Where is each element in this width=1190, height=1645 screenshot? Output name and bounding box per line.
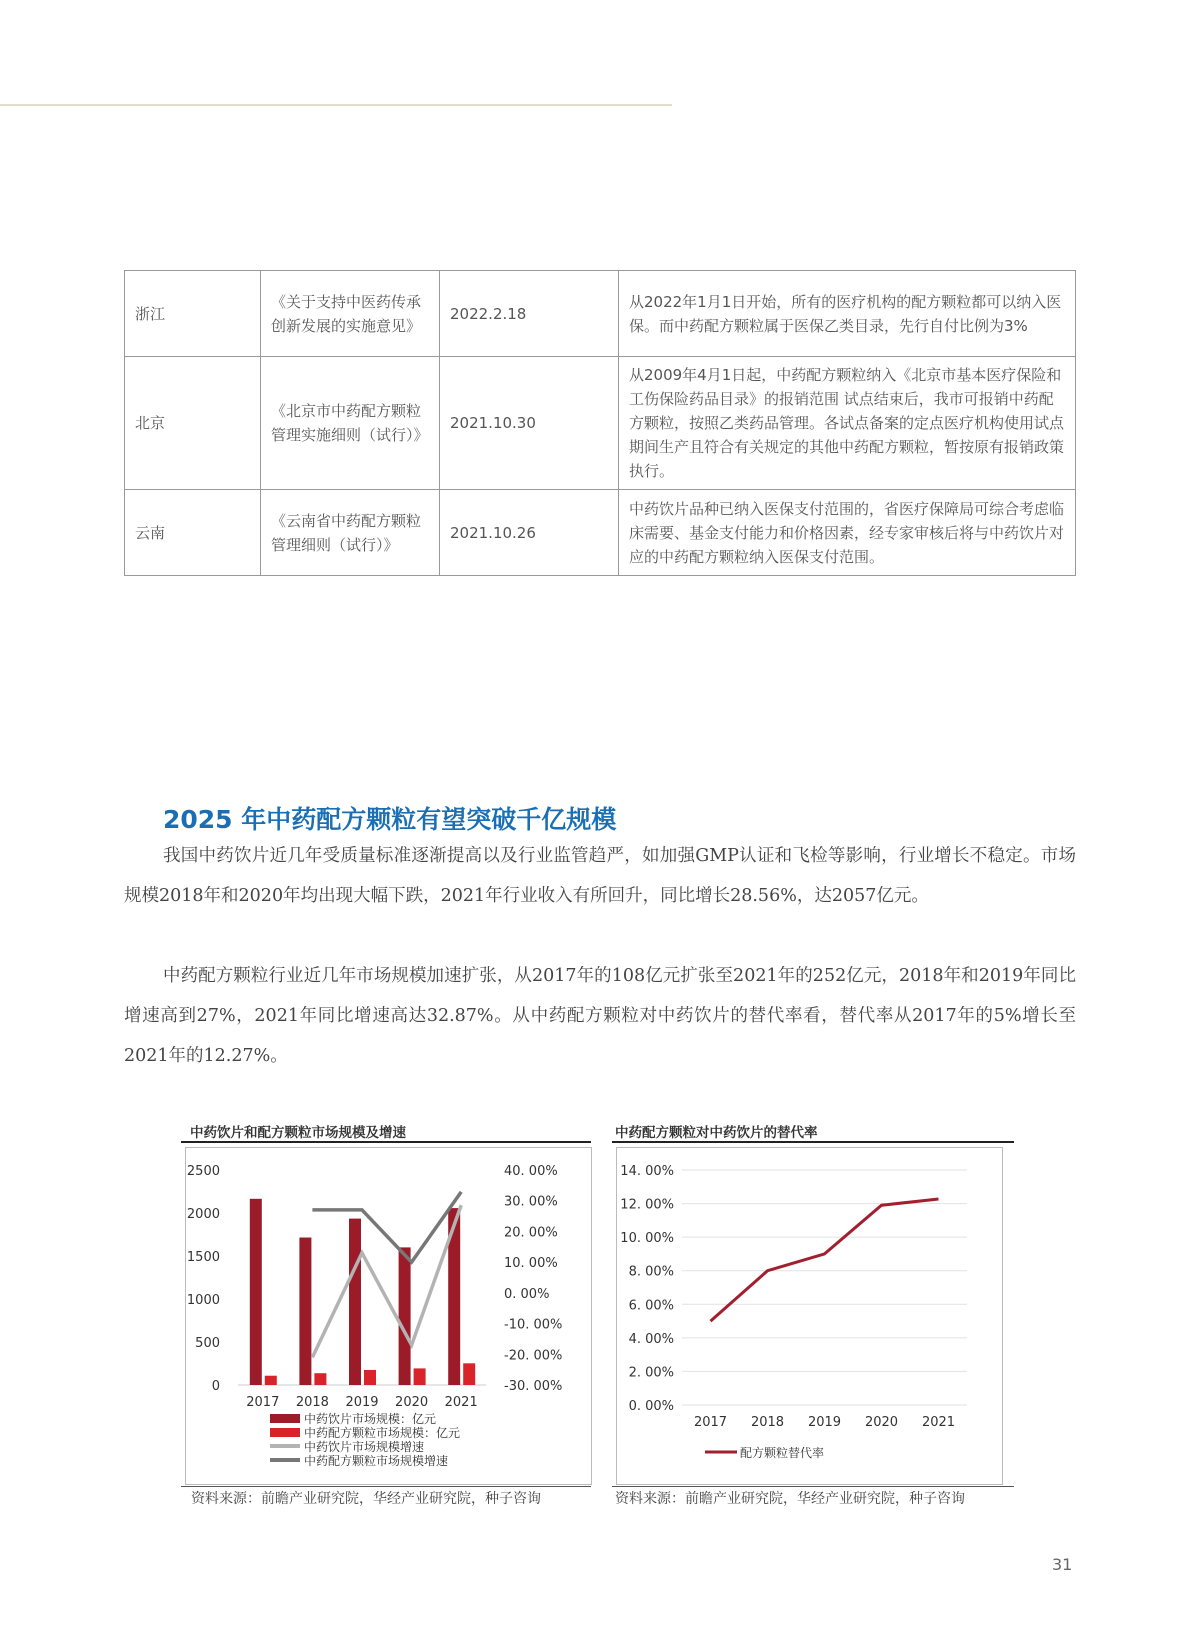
policy-table bbox=[124, 270, 1076, 576]
y-tick-label: 6. 00% bbox=[628, 1298, 674, 1314]
chart2-source: 资料来源：前瞻产业研究院，华经产业研究院，种子咨询 bbox=[615, 1491, 965, 1507]
chart1-source: 资料来源：前瞻产业研究院，华经产业研究院，种子咨询 bbox=[191, 1491, 541, 1507]
table-row bbox=[125, 271, 1076, 357]
y-left-tick-label: 1000 bbox=[186, 1293, 220, 1308]
y-tick-label: 12. 00% bbox=[620, 1197, 674, 1213]
y-left-tick-label: 2000 bbox=[186, 1207, 220, 1222]
content-cell: 中药饮片品种已纳入医保支付范围的，省医疗保障局可综合考虑临床需要、基金支付能力和价格因素，经专家审核后将与中药饮片对应的中药配方颗粒纳入医保支付范围。 bbox=[619, 490, 1076, 576]
y-tick-label: 4. 00% bbox=[628, 1331, 674, 1347]
x-tick-label: 2017 bbox=[246, 1395, 280, 1410]
paragraph-1: 我国中药饮片近几年受质量标准逐渐提高以及行业监管趋严，如加强GMP认证和飞检等影响，行业增长不稳定。市场规模2018年和2020年均出现大幅下跌，2021年行业收入有所回升，同比增长28.56%，达2057亿元。 bbox=[124, 846, 1076, 906]
content-cell: 从2022年1月1日开始，所有的医疗机构的配方颗粒都可以纳入医保。而中药配方颗粒属于医保乙类目录，先行自付比例为3% bbox=[619, 271, 1076, 357]
y-right-tick-label: 30. 00% bbox=[504, 1194, 558, 1210]
legend-label: 中药饮片市场规模：亿元 bbox=[304, 1412, 437, 1426]
y-right-tick-label: 40. 00% bbox=[504, 1164, 558, 1179]
y-tick-label: 10. 00% bbox=[620, 1231, 674, 1247]
legend-swatch bbox=[270, 1414, 300, 1423]
chart1-frame bbox=[185, 1147, 592, 1485]
document-cell: 《云南省中药配方颗粒管理细则（试行）》 bbox=[261, 490, 440, 576]
date-cell: 2021.10.26 bbox=[440, 490, 619, 576]
date-cell: 2021.10.30 bbox=[440, 357, 619, 490]
chart2-frame bbox=[616, 1147, 1003, 1485]
legend-swatch bbox=[270, 1428, 300, 1437]
y-tick-label: 0. 00% bbox=[628, 1399, 674, 1414]
y-left-tick-label: 2500 bbox=[186, 1164, 220, 1179]
x-tick-label: 2018 bbox=[295, 1395, 329, 1410]
x-tick-label: 2019 bbox=[807, 1415, 842, 1430]
table-row bbox=[125, 490, 1076, 576]
bar bbox=[250, 1199, 262, 1385]
series-line bbox=[312, 1192, 461, 1262]
y-right-tick-label: 10. 00% bbox=[504, 1256, 558, 1272]
section-title: 2025 年中药配方颗粒有望突破千亿规模 bbox=[163, 805, 617, 834]
x-tick-label: 2020 bbox=[864, 1415, 899, 1430]
y-tick-label: 2. 00% bbox=[628, 1365, 674, 1381]
page-number: 31 bbox=[1052, 1555, 1073, 1574]
chart2-svg bbox=[617, 1148, 1002, 1484]
bar bbox=[314, 1373, 326, 1385]
chart1-title-rule bbox=[181, 1141, 591, 1143]
bar bbox=[349, 1219, 361, 1385]
region-cell: 浙江 bbox=[125, 271, 261, 357]
x-tick-label: 2021 bbox=[444, 1395, 478, 1410]
chart2-title-rule bbox=[612, 1141, 1014, 1143]
chart2-title: 中药配方颗粒对中药饮片的替代率 bbox=[615, 1125, 818, 1141]
document-cell: 《北京市中药配方颗粒管理实施细则（试行）》 bbox=[261, 357, 440, 490]
y-tick-label: 14. 00% bbox=[620, 1164, 674, 1179]
legend-label: 配方颗粒替代率 bbox=[740, 1446, 825, 1460]
chart1-source-rule bbox=[181, 1486, 591, 1487]
legend-label: 中药配方颗粒市场规模增速 bbox=[304, 1454, 449, 1468]
header-rule bbox=[0, 104, 672, 106]
y-right-tick-label: -20. 00% bbox=[504, 1348, 563, 1364]
y-right-tick-label: -10. 00% bbox=[504, 1317, 563, 1333]
y-left-tick-label: 500 bbox=[195, 1336, 220, 1351]
y-tick-label: 8. 00% bbox=[628, 1264, 674, 1280]
chart1-title: 中药饮片和配方颗粒市场规模及增速 bbox=[190, 1125, 406, 1141]
y-right-tick-label: -30. 00% bbox=[504, 1379, 563, 1394]
region-cell: 北京 bbox=[125, 357, 261, 490]
x-tick-label: 2019 bbox=[345, 1395, 379, 1410]
series-line bbox=[312, 1205, 461, 1357]
x-tick-label: 2017 bbox=[693, 1415, 728, 1430]
series-line bbox=[711, 1199, 939, 1321]
document-cell: 《关于支持中医药传承创新发展的实施意见》 bbox=[261, 271, 440, 357]
y-left-tick-label: 0 bbox=[211, 1379, 220, 1394]
bar bbox=[265, 1376, 277, 1385]
bar bbox=[299, 1238, 311, 1385]
paragraph-2: 中药配方颗粒行业近几年市场规模加速扩张，从2017年的108亿元扩张至2021年的252亿元，2018年和2019年同比增速高到27%，2021年同比增速高达32.87%。从中药配方颗粒对中药饮片的替代率看，替代率从2017年的5%增长至2021年的12.27%。 bbox=[124, 966, 1076, 1066]
date-cell: 2022.2.18 bbox=[440, 271, 619, 357]
content-cell: 从2009年4月1日起，中药配方颗粒纳入《北京市基本医疗保险和工伤保险药品目录》的报销范围 试点结束后，我市可报销中药配方颗粒，按照乙类药品管理。各试点备案的定点医疗机构使用试点期间生产且符合有关规定的其他中药配方颗粒，暂按原有报销政策执行。 bbox=[619, 357, 1076, 490]
x-tick-label: 2020 bbox=[395, 1395, 429, 1410]
bar bbox=[399, 1247, 411, 1385]
bar bbox=[463, 1363, 475, 1385]
table-row bbox=[125, 357, 1076, 490]
x-tick-label: 2021 bbox=[921, 1415, 956, 1430]
x-tick-label: 2018 bbox=[750, 1415, 785, 1430]
y-left-tick-label: 1500 bbox=[186, 1250, 220, 1265]
y-right-tick-label: 0. 00% bbox=[504, 1286, 550, 1302]
y-right-tick-label: 20. 00% bbox=[504, 1225, 558, 1241]
bar bbox=[414, 1368, 426, 1385]
chart1-svg bbox=[186, 1148, 591, 1484]
legend-label: 中药配方颗粒市场规模：亿元 bbox=[304, 1426, 461, 1440]
region-cell: 云南 bbox=[125, 490, 261, 576]
legend-label: 中药饮片市场规模增速 bbox=[304, 1440, 425, 1454]
chart2-source-rule bbox=[612, 1486, 1014, 1487]
bar bbox=[364, 1370, 376, 1385]
